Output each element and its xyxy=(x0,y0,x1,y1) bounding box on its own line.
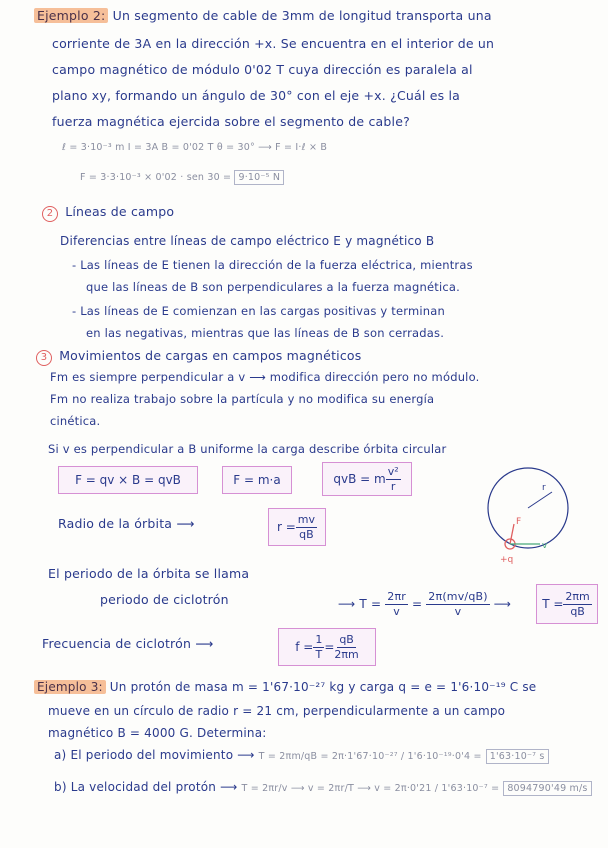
example3-b-result: 8094790'49 m/s xyxy=(503,781,591,796)
freq-num2: qB xyxy=(339,632,354,646)
section2-bullet1-a: - Las líneas de E tienen la dirección de la fuerza eléctrica, mientras xyxy=(72,258,473,272)
example2-text-0: Un segmento de cable de 3mm de longitud transporta una xyxy=(112,8,492,23)
section3-heading xyxy=(36,348,361,366)
section3-p1: Fm es siempre perpendicular a v ⟶ modifica dirección pero no módulo. xyxy=(50,370,480,384)
example2-calc xyxy=(80,172,284,183)
section2-title: Líneas de campo xyxy=(65,204,175,219)
diagram-v-label: v xyxy=(542,541,548,551)
period-num2: 2π(mv/qB) xyxy=(428,590,488,603)
eq3-left: qvB = m xyxy=(333,472,386,486)
freq-frac1 xyxy=(313,633,324,662)
section2-bullet2-b: en las negativas, mientras que las líneas de B son cerradas. xyxy=(86,326,445,340)
radius-label: Radio de la órbita ⟶ xyxy=(58,516,195,531)
period-line-1: El periodo de la órbita se llama xyxy=(48,566,250,581)
section3-number: 3 xyxy=(36,350,52,366)
period-frac2 xyxy=(426,590,489,619)
section2-heading xyxy=(42,204,174,222)
circular-orbit-diagram xyxy=(470,462,580,572)
frequency-label: Frecuencia de ciclotrón ⟶ xyxy=(42,636,214,651)
example2-line-4: plano xy, formando un ángulo de 30° con el eje +x. ¿Cuál es la xyxy=(52,88,461,103)
example3-line-1 xyxy=(34,680,536,694)
section2-intro: Diferencias entre líneas de campo eléctrico E y magnético B xyxy=(60,234,435,248)
period-den1: v xyxy=(393,604,400,618)
example2-label: Ejemplo 2: xyxy=(34,8,108,23)
example3-text-0: Un protón de masa m = 1'67·10⁻²⁷ kg y carga q = e = 1'6·10⁻¹⁹ C se xyxy=(109,680,537,694)
period-num1: 2πr xyxy=(387,590,406,603)
section3-title: Movimientos de cargas en campos magnéticos xyxy=(59,348,362,363)
period-box-fraction xyxy=(563,590,591,619)
example3-a-calc: T = 2πm/qB = 2π·1'67·10⁻²⁷ / 1'6·10⁻¹⁹·0'4 = xyxy=(258,751,482,762)
eq1-text: F = qv × B = qvB xyxy=(75,473,181,487)
radius-formula xyxy=(268,508,326,546)
example2-line-2: corriente de 3A en la dirección +x. Se encuentra en el interior de un xyxy=(52,36,495,51)
example3-line-3: magnético B = 4000 G. Determina: xyxy=(48,726,267,740)
example2-calc-text: F = 3·3·10⁻³ × 0'02 · sen 30 = xyxy=(80,172,232,183)
example3-question-a xyxy=(54,748,549,762)
section2-bullet1-b: que las líneas de B son perpendiculares a la fuerza magnética. xyxy=(86,280,461,294)
freq-den2: 2πm xyxy=(334,647,359,661)
example3-label: Ejemplo 3: xyxy=(34,680,106,694)
period-line-2: periodo de ciclotrón xyxy=(100,592,229,607)
period-box-T: T = xyxy=(542,597,564,611)
example2-line-3: campo magnético de módulo 0'02 T cuya dirección es paralela al xyxy=(52,62,473,77)
radius-lhs: r = xyxy=(276,520,296,534)
eq3-num: v² xyxy=(387,464,399,478)
eq3-fraction xyxy=(386,465,401,494)
eq2-text: F = m·a xyxy=(233,473,281,487)
freq-den1: T xyxy=(315,647,323,661)
example3-b-label: b) La velocidad del protón ⟶ xyxy=(54,780,238,794)
period-formula-chain: ⟶ T = $\frac{2\pi r}{v}$ = $\frac{2\pi(mv/qB)}{v}$ ⟶ xyxy=(338,590,512,618)
frequency-formula: f = $\frac{1}{T}$ = $\frac{qB}{2\pi m}$ xyxy=(278,628,376,666)
section3-p3: cinética. xyxy=(50,414,101,428)
eq3-den: r xyxy=(390,479,396,493)
period-frac1 xyxy=(385,590,408,619)
example3-a-label: a) El periodo del movimiento ⟶ xyxy=(54,748,255,762)
radius-den: qB xyxy=(299,527,314,541)
example2-data: ℓ = 3·10⁻³ m I = 3A B = 0'02 T θ = 30° ⟶ F = I·ℓ × B xyxy=(62,142,328,153)
section3-p4: Si v es perpendicular a B uniforme la carga describe órbita circular xyxy=(48,442,447,456)
period-box-den: qB xyxy=(570,604,585,618)
freq-frac2 xyxy=(334,633,358,662)
example2-line-5: fuerza magnética ejercida sobre el segmento de cable? xyxy=(52,114,410,129)
example3-a-result: 1'63·10⁻⁷ s xyxy=(486,749,549,764)
freq-num1: 1 xyxy=(315,632,323,646)
period-T: T = xyxy=(359,596,382,611)
diagram-F-label: F xyxy=(516,517,522,527)
section2-number: 2 xyxy=(42,206,58,222)
section3-p2: Fm no realiza trabajo sobre la partícula y no modifica su energía xyxy=(50,392,435,406)
radius-num: mv xyxy=(297,512,316,526)
section2-bullet2-a: - Las líneas de E comienzan en las cargas positivas y terminan xyxy=(72,304,445,318)
example3-line-2: mueve en un círculo de radio r = 21 cm, perpendicularmente a un campo xyxy=(48,704,506,718)
period-box-num: 2πm xyxy=(565,589,590,603)
centripetal-equation xyxy=(322,462,412,496)
example2-result: 9·10⁻⁵ N xyxy=(234,170,284,185)
radius-fraction xyxy=(296,513,317,542)
freq-lhs: f = xyxy=(295,640,314,654)
example3-question-b xyxy=(54,780,592,794)
example2-line-1 xyxy=(34,8,492,23)
lorentz-force-equation xyxy=(58,466,198,494)
period-den2: v xyxy=(454,604,462,618)
newton-equation xyxy=(222,466,292,494)
diagram-r-label: r xyxy=(542,483,546,493)
period-result-box xyxy=(536,584,598,624)
example3-b-calc: T = 2πr/v ⟶ v = 2πr/T ⟶ v = 2π·0'21 / 1'63·10⁻⁷ = xyxy=(241,783,500,794)
diagram-q-label: +q xyxy=(500,555,514,565)
